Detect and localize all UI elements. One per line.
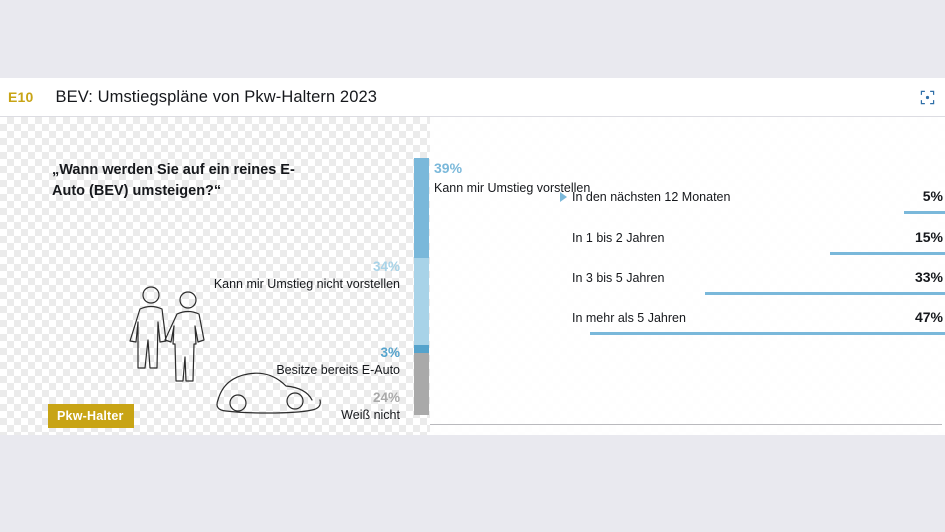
stacked-bar: [414, 158, 429, 415]
chart-header: [0, 78, 945, 117]
breakdown-value-1: 5%: [922, 188, 943, 204]
stacked-value-2: 34%: [372, 259, 400, 274]
breakdown-label-4: In mehr als 5 Jahren: [572, 311, 686, 325]
breakdown-bar-1: [904, 211, 945, 214]
stacked-category-4: Weiß nicht: [341, 408, 400, 423]
stacked-category-1: Kann mir Umstieg vorstellen: [434, 180, 591, 195]
expand-icon[interactable]: [920, 90, 935, 105]
breakdown-value-4: 47%: [914, 309, 943, 325]
stacked-segment-3: [414, 345, 429, 353]
breakdown-row-4: [560, 311, 945, 333]
chart-code: E10: [8, 89, 34, 105]
stacked-segment-1: [414, 158, 429, 258]
breakdown-bar-4: [590, 332, 945, 335]
status-badge: Pkw-Halter: [48, 404, 134, 428]
stacked-value-3: 3%: [380, 345, 400, 360]
stacked-segment-4: [414, 353, 429, 415]
breakdown-row-1: [560, 190, 945, 212]
breakdown-label-3: In 3 bis 5 Jahren: [572, 271, 665, 285]
breakdown-bar-2: [830, 252, 945, 255]
breakdown-label-1: In den nächsten 12 Monaten: [572, 190, 731, 204]
stacked-label-3: [170, 344, 400, 378]
breakdown-label-2: In 1 bis 2 Jahren: [572, 231, 665, 245]
bottom-strip: [0, 435, 945, 532]
stacked-value-1: 39%: [434, 160, 463, 176]
chart-baseline: [430, 424, 942, 425]
breakdown-value-3: 33%: [914, 269, 943, 285]
breakdown-bar-3: [705, 292, 945, 295]
stacked-category-3: Besitze bereits E-Auto: [276, 363, 400, 378]
chart-question: „Wann werden Sie auf ein reines E-Auto (BEV) umsteigen?“: [52, 162, 295, 199]
page-title: BEV: Umstiegspläne von Pkw-Haltern 2023: [55, 87, 378, 106]
stacked-label-4: [170, 389, 400, 423]
breakdown-value-2: 15%: [914, 229, 943, 245]
breakdown-row-2: [560, 231, 945, 253]
stacked-segment-2: [414, 258, 429, 345]
stacked-label-2: [170, 258, 400, 292]
stacked-category-2: Kann mir Umstieg nicht vorstellen: [213, 277, 400, 292]
stacked-value-4: 24%: [372, 390, 400, 405]
breakdown-row-3: [560, 271, 945, 293]
